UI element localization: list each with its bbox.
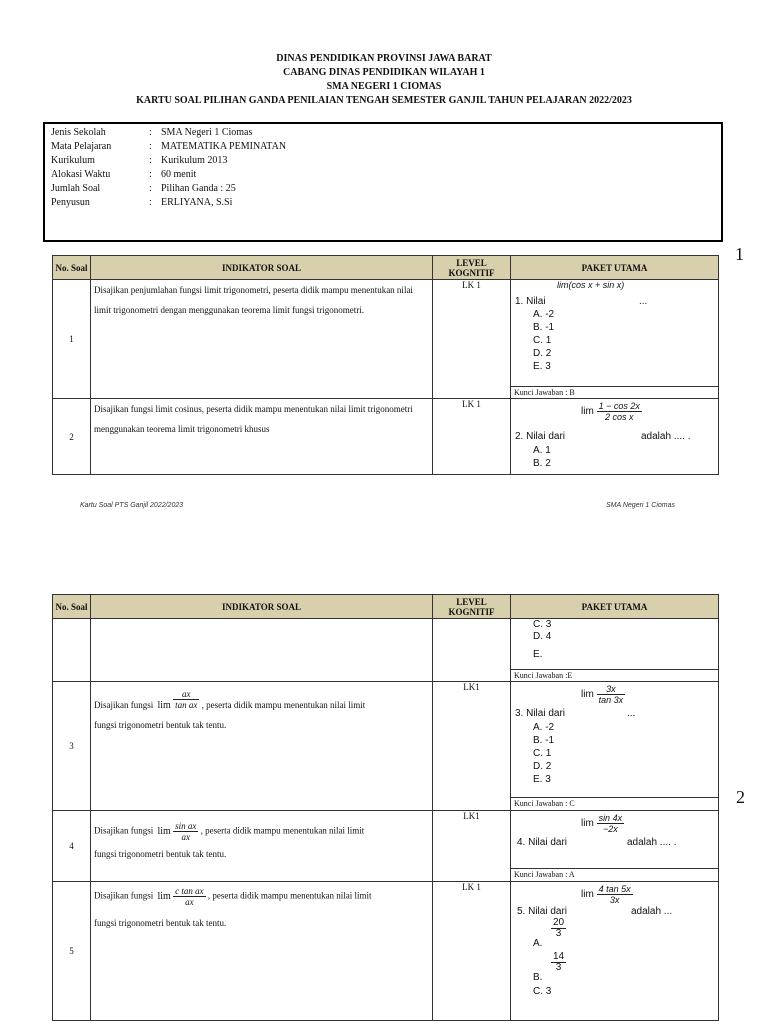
answer-cell xyxy=(511,399,719,475)
answer-cell xyxy=(511,882,719,1021)
indicator-text: Disajikan penjumlahan fungsi limit trigonometri, peserta didik mampu menentukan nilai limit trigonometri dengan menggunakan teorema limit fungsi trigonometri. xyxy=(91,280,433,399)
option-c: C. 3 xyxy=(533,986,552,997)
indicator-cell xyxy=(91,882,433,1021)
option-b: B. -1 xyxy=(533,322,555,333)
fraction-denominator: ax xyxy=(181,832,190,842)
fraction-numerator: 14 xyxy=(553,951,565,962)
question-suffix: adalah .... . xyxy=(627,837,677,848)
fraction-denominator: 2 cos x xyxy=(604,412,634,422)
option-e: E. xyxy=(533,649,543,660)
info-key: Penyusun xyxy=(51,197,90,208)
fraction-denominator: 3x xyxy=(609,895,620,905)
col-header-no: No. Soal xyxy=(53,256,91,280)
fraction-numerator: 3x xyxy=(597,684,626,695)
question-dots: ... xyxy=(627,708,636,719)
question-number xyxy=(53,619,91,682)
indicator-suffix: , peserta didik mampu menentukan nilai limit xyxy=(207,890,372,901)
footer-right: SMA Negeri 1 Ciomas xyxy=(606,502,675,509)
info-key: Jenis Sekolah xyxy=(51,127,106,138)
table-row xyxy=(53,682,719,811)
col-header-level: LEVEL KOGNITIF xyxy=(433,256,511,280)
option-a: A. xyxy=(533,938,543,949)
indicator-prefix: Disajikan fungsi xyxy=(94,890,154,901)
cognitive-level: LK 1 xyxy=(433,399,511,475)
answer-key: Kunci Jawaban :E xyxy=(511,669,718,681)
limit-fraction: lim $\frac{\sin 4x}{-2x}$ xyxy=(581,813,623,834)
cognitive-level: LK 1 xyxy=(433,882,511,1021)
info-value: Kurikulum 2013 xyxy=(161,155,228,166)
info-value: Pilihan Ganda : 25 xyxy=(161,183,236,194)
answer-cell xyxy=(511,811,719,882)
info-value: SMA Negeri 1 Ciomas xyxy=(161,127,253,138)
question-text: 2. Nilai dari xyxy=(515,431,566,442)
indicator-cell xyxy=(91,682,433,811)
question-number: 3 xyxy=(53,682,91,811)
fraction-denominator: tan ax xyxy=(175,700,198,711)
option-d: D. 4 xyxy=(533,631,552,642)
indicator-text: Disajikan fungsi lim $\frac{ax}{\text{tan ax}}$ , peserta didik mampu menentukan nilai limit xyxy=(94,689,366,711)
col-header-paket: PAKET UTAMA xyxy=(511,256,719,280)
question-text: 5. Nilai dari xyxy=(517,906,568,917)
option-d: D. 2 xyxy=(533,348,552,359)
cognitive-level: LK 1 xyxy=(433,280,511,399)
indicator-prefix: Disajikan fungsi xyxy=(94,825,154,836)
info-value: ERLIYANA, S.Si xyxy=(161,197,233,208)
question-dots: ... xyxy=(639,296,648,307)
indicator-cell xyxy=(91,811,433,882)
col-header-indikator: INDIKATOR SOAL xyxy=(91,595,433,619)
fraction-numerator: sin 4x xyxy=(598,813,623,823)
question-table-page-2 xyxy=(52,594,719,1021)
indicator-text: Disajikan fungsi lim $\frac{\text{sin ax}}{ax}$ , peserta didik mampu menentukan nilai limit xyxy=(94,821,365,842)
info-row: Alokasi Waktu : 60 menit xyxy=(51,169,197,180)
indicator-text: Disajikan fungsi lim $\frac{\text{c tan ax}}{ax}$ , peserta didik mampu menentukan nilai limit xyxy=(94,886,372,907)
col-header-level: LEVEL KOGNITIF xyxy=(433,595,511,619)
question-suffix: adalah .... . xyxy=(641,431,691,442)
table-row xyxy=(53,399,719,475)
table-row xyxy=(53,619,719,682)
table-row xyxy=(53,280,719,399)
question-number: 4 xyxy=(53,811,91,882)
fraction-numerator: c tan ax xyxy=(175,886,204,896)
document-header xyxy=(0,52,768,108)
info-key: Kurikulum xyxy=(51,155,95,166)
answer-cell xyxy=(511,682,719,811)
cognitive-level: LK1 xyxy=(433,811,511,882)
info-row: Mata Pelajaran : MATEMATIKA PEMINATAN xyxy=(51,141,287,152)
info-value: MATEMATIKA PEMINATAN xyxy=(161,141,287,152)
indicator-line-2: fungsi trigonometri bentuk tak tentu. xyxy=(94,849,227,859)
page-number: 2 xyxy=(736,787,745,807)
header-line-3: SMA NEGERI 1 CIOMAS xyxy=(326,81,442,92)
option-e: E. 3 xyxy=(533,774,551,785)
indicator-line-2: fungsi trigonometri bentuk tak tentu. xyxy=(94,720,227,730)
info-row: Penyusun : ERLIYANA, S.Si xyxy=(51,197,233,208)
answer-cell xyxy=(511,280,719,399)
header-line-4: KARTU SOAL PILIHAN GANDA PENILAIAN TENGAH SEMESTER GANJIL TAHUN PELAJARAN 2022/2023 xyxy=(136,95,632,106)
info-row: Kurikulum : Kurikulum 2013 xyxy=(51,155,228,166)
option-c: C. 1 xyxy=(533,335,552,346)
limit-fraction: lim $\frac{1 - \cos 2x}{\text{2 cos x}}$ xyxy=(581,401,640,422)
info-row: Jenis Sekolah : SMA Negeri 1 Ciomas xyxy=(51,127,253,138)
question-text: 1. Nilai xyxy=(515,296,546,307)
option-c: C. 1 xyxy=(533,748,552,759)
option-a: A. -2 xyxy=(533,722,555,733)
option-a: A. -2 xyxy=(533,309,555,320)
fraction-denominator: 3 xyxy=(555,928,562,939)
table-row xyxy=(53,811,719,882)
fraction-numerator: ax xyxy=(173,689,199,700)
option-a-fraction xyxy=(551,918,566,939)
option-b: B. xyxy=(533,972,543,983)
fraction-denominator: ax xyxy=(185,897,194,907)
question-number: 1 xyxy=(53,280,91,399)
fraction-numerator: 4 tan 5x xyxy=(598,884,631,894)
indicator-line-2: fungsi trigonometri bentuk tak tentu. xyxy=(94,918,227,928)
limit-fraction: lim $\frac{3x}{\tan 3x}$ xyxy=(581,684,624,705)
fraction-denominator: −2x xyxy=(602,824,618,834)
info-key: Alokasi Waktu xyxy=(51,169,111,180)
header-line-1: DINAS PENDIDIKAN PROVINSI JAWA BARAT xyxy=(276,53,492,64)
fraction-numerator: 1 − cos 2x xyxy=(598,401,640,411)
col-header-no: No. Soal xyxy=(53,595,91,619)
option-e: E. 3 xyxy=(533,361,551,372)
question-table-page-1 xyxy=(52,255,719,475)
answer-key: Kunci Jawaban : B xyxy=(511,386,718,398)
identity-box xyxy=(43,122,723,242)
indicator-text: Disajikan fungsi limit cosinus, peserta didik mampu menentukan nilai limit trigonometri menggunakan teorema limit trigonometri khusus xyxy=(91,399,433,475)
question-number: 5 xyxy=(53,882,91,1021)
info-key: Mata Pelajaran xyxy=(51,141,112,152)
footer-left: Kartu Soal PTS Ganjil 2022/2023 xyxy=(80,502,184,509)
option-b-fraction xyxy=(551,952,566,973)
fraction-numerator: 20 xyxy=(553,917,565,928)
col-header-paket: PAKET UTAMA xyxy=(511,595,719,619)
info-row: Jumlah Soal : Pilihan Ganda : 25 xyxy=(51,183,236,194)
option-b: B. 2 xyxy=(533,458,551,469)
answer-key: Kunci Jawaban : A xyxy=(511,868,718,880)
limit-fraction: lim $\frac{4 \tan 5x}{3x}$ xyxy=(581,884,631,905)
indicator-text xyxy=(91,619,433,682)
table-row xyxy=(53,882,719,1021)
question-text: 3. Nilai dari xyxy=(515,708,566,719)
cognitive-level: LK1 xyxy=(433,682,511,811)
option-a: A. 1 xyxy=(533,445,551,456)
page-number: 1 xyxy=(735,244,744,264)
info-key: Jumlah Soal xyxy=(51,183,101,194)
header-line-2: CABANG DINAS PENDIDIKAN WILAYAH 1 xyxy=(283,67,485,78)
col-header-indikator: INDIKATOR SOAL xyxy=(91,256,433,280)
fraction-numerator: sin ax xyxy=(175,821,197,831)
option-d: D. 2 xyxy=(533,761,552,772)
limit-expression: lim(cos x + sin x) xyxy=(557,280,625,290)
answer-key: Kunci Jawaban : C xyxy=(511,797,718,809)
option-b: B. -1 xyxy=(533,735,555,746)
indicator-suffix: , peserta didik mampu menentukan nilai limit xyxy=(201,700,366,710)
question-text: 4. Nilai dari xyxy=(517,837,568,848)
info-value: 60 menit xyxy=(161,169,197,180)
fraction-denominator: tan 3x xyxy=(598,695,624,705)
fraction-denominator: 3 xyxy=(555,962,562,973)
indicator-prefix: Disajikan fungsi xyxy=(94,700,154,710)
question-number: 2 xyxy=(53,399,91,475)
indicator-suffix: , peserta didik mampu menentukan nilai limit xyxy=(200,825,365,836)
answer-cell xyxy=(511,619,719,682)
cognitive-level xyxy=(433,619,511,682)
question-suffix: adalah ... xyxy=(631,906,673,917)
option-c: C. 3 xyxy=(533,619,552,630)
